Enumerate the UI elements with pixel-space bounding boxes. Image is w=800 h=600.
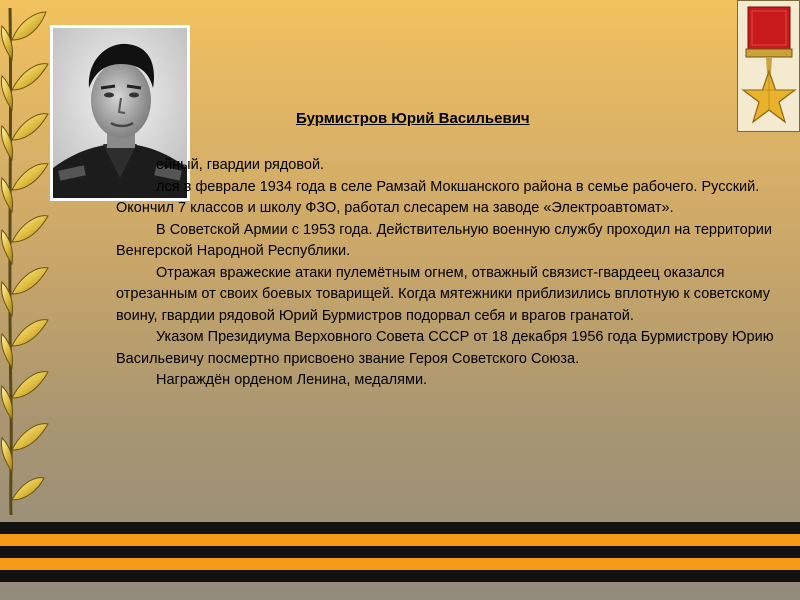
bio-paragraph: Указом Президиума Верховного Совета СССР от 18 декабря 1956 года Бурмистрову Юрию Васильевичу посмертно присвоено звание Героя Советского Союза. xyxy=(116,329,774,367)
hero-gold-star-medal xyxy=(737,0,800,132)
bio-birth: лся в феврале 1934 года в селе Рамзай Мокшанского района в семье рабочего. Русский. Окончил 7 классов и школу ФЗО, работал слесарем на заводе «Электроавтомат». xyxy=(116,178,760,216)
bio-paragraph: Награждён орденом Ленина, медалями. xyxy=(156,372,428,388)
biography-text xyxy=(116,155,796,392)
bio-paragraph: В Советской Армии с 1953 года. Действительную военную службу проходил на территории Венгерской Народной Республики. xyxy=(116,221,772,259)
bio-lead: ейный, гвардии рядовой. xyxy=(156,157,325,173)
person-name-heading: Бурмистров Юрий Васильевич xyxy=(296,110,530,127)
hero-gold-star-icon xyxy=(738,1,799,131)
st-george-ribbon xyxy=(0,522,800,582)
bio-paragraph: Отражая вражеские атаки пулемётным огнем, отважный связист-гвардеец оказался отрезанным от своих боевых товарищей. Когда мятежники приблизились вплотную к советскому воину, гвардии рядовой Юрий Бурмистров подорвал себя и врагов гранатой. xyxy=(116,264,771,324)
